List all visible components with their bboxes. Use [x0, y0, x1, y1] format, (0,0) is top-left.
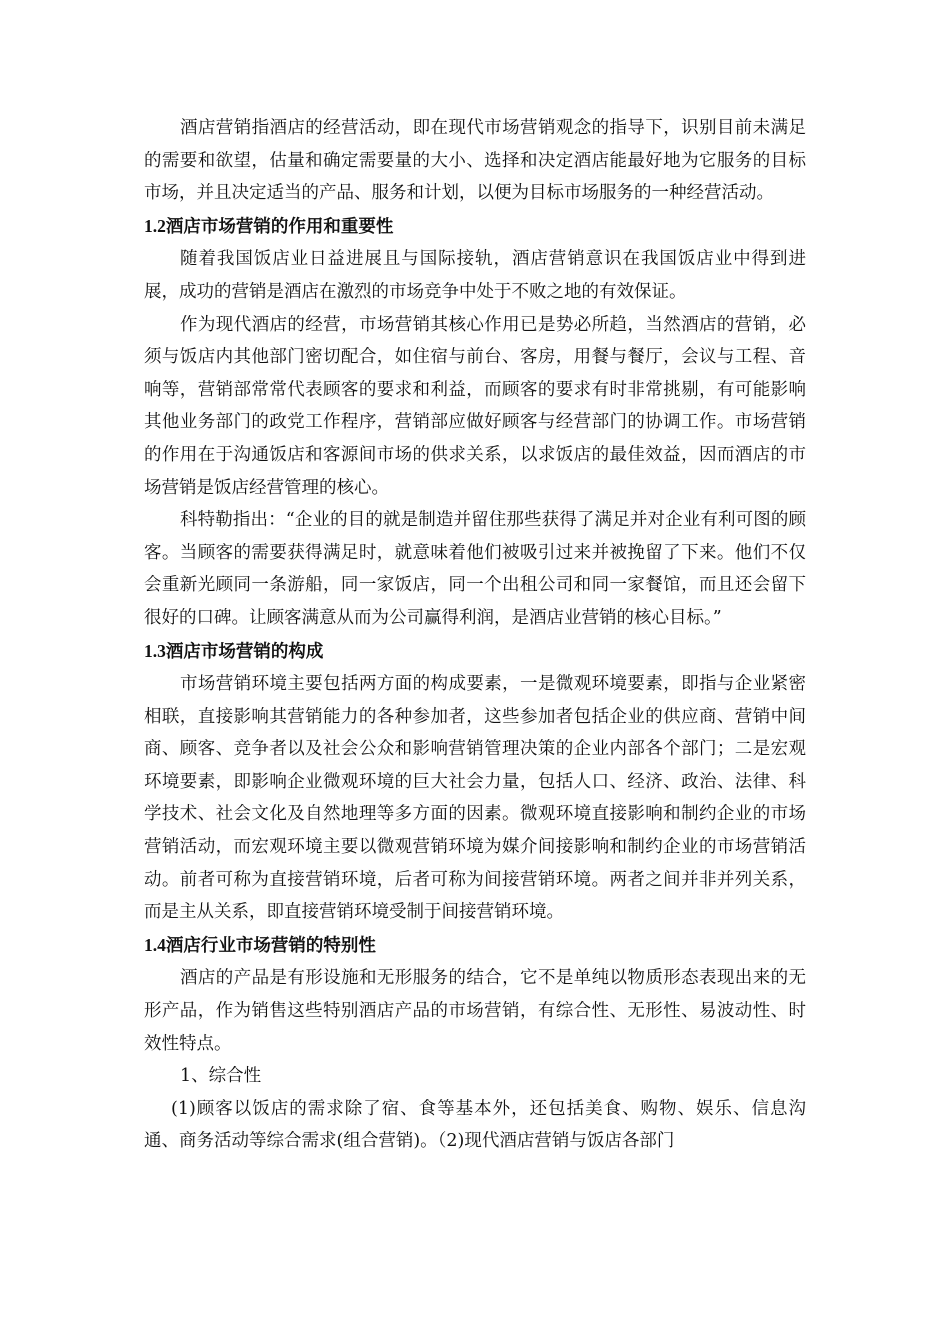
section-1-2-paragraph-1: 随着我国饭店业日益进展且与国际接轨，酒店营销意识在我国饭店业中得到进展，成功的营销是酒店在激烈的市场竞争中处于不败之地的有效保证。: [144, 249, 806, 302]
intro-paragraph: 酒店营销指酒店的经营活动，即在现代市场营销观念的指导下，识别目前未满足的需要和欲望，估量和确定需要量的大小、选择和决定酒店能最好地为它服务的目标市场，并且决定适当的产品、服务和计划，以便为目标市场服务的一种经营活动。: [144, 118, 806, 204]
section-title: 酒店市场营销的构成: [165, 641, 324, 662]
section-1-3-paragraph-1: 市场营销环境主要包括两方面的构成要素，一是微观环境要素，即指与企业紧密相联，直接影响其营销能力的各种参加者，这些参加者包括企业的供应商、营销中间商、顾客、竞争者以及社会公众和影响营销管理决策的企业内部各个部门；二是宏观环境要素，即影响企业微观环境的巨大社会力量，包括人口、经济、政治、法律、科学技术、社会文化及自然地理等多方面的因素。微观环境直接影响和制约企业的市场营销活动，而宏观环境主要以微观营销环境为媒介间接影响和制约企业的市场营销活动。前者可称为直接营销环境，后者可称为间接营销环境。两者之间并非并列关系，而是主从关系，即直接营销环境受制于间接营销环境。: [144, 674, 806, 923]
list-item-text: (1)顾客以饭店的需求除了宿、食等基本外，还包括美食、购物、娱乐、信息沟通、商务活动等综合需求(组合营销)。（2)现代酒店营销与饭店各部门: [144, 1098, 806, 1152]
section-number: 1.3: [144, 640, 166, 661]
section-title: 酒店市场营销的作用和重要性: [165, 216, 394, 237]
section-heading-1-2: [144, 210, 806, 244]
section-heading-1-4: [144, 929, 806, 963]
section-1-2-paragraph-2: 作为现代酒店的经营，市场营销其核心作用已是势必所趋，当然酒店的营销，必须与饭店内其他部门密切配合，如住宿与前台、客房，用餐与餐厅，会议与工程、音响等，营销部常常代表顾客的要求和利益，而顾客的要求有时非常挑剔，有可能影响其他业务部门的政党工作程序，营销部应做好顾客与经营部门的协调工作。市场营销的作用在于沟通饭店和客源间市场的供求关系，以求饭店的最佳效益，因而酒店的市场营销是饭店经营管理的核心。: [144, 314, 806, 498]
list-item-label: 1、综合性: [180, 1066, 262, 1087]
section-number: 1.4: [144, 934, 166, 955]
section-1-4-paragraph-1: 酒店的产品是有形设施和无形服务的结合，它不是单纯以物质形态表现出来的无形产品，作为销售这些特别酒店产品的市场营销，有综合性、无形性、易波动性、时效性特点。: [144, 968, 806, 1054]
section-number: 1.2: [144, 215, 166, 236]
section-title: 酒店行业市场营销的特别性: [165, 935, 376, 956]
section-1-2-paragraph-3: 科特勒指出：“企业的目的就是制造并留住那些获得了满足并对企业有利可图的顾客。当顾客的需要获得满足时，就意味着他们被吸引过来并被挽留了下来。他们不仅会重新光顾同一条游船，同一家饭店，同一个出租公司和同一家餐馆，而且还会留下很好的口碑。让顾客满意从而为公司赢得利润，是酒店业营销的核心目标。”: [144, 510, 806, 628]
document-page: [144, 112, 806, 1158]
section-heading-1-3: [144, 635, 806, 669]
